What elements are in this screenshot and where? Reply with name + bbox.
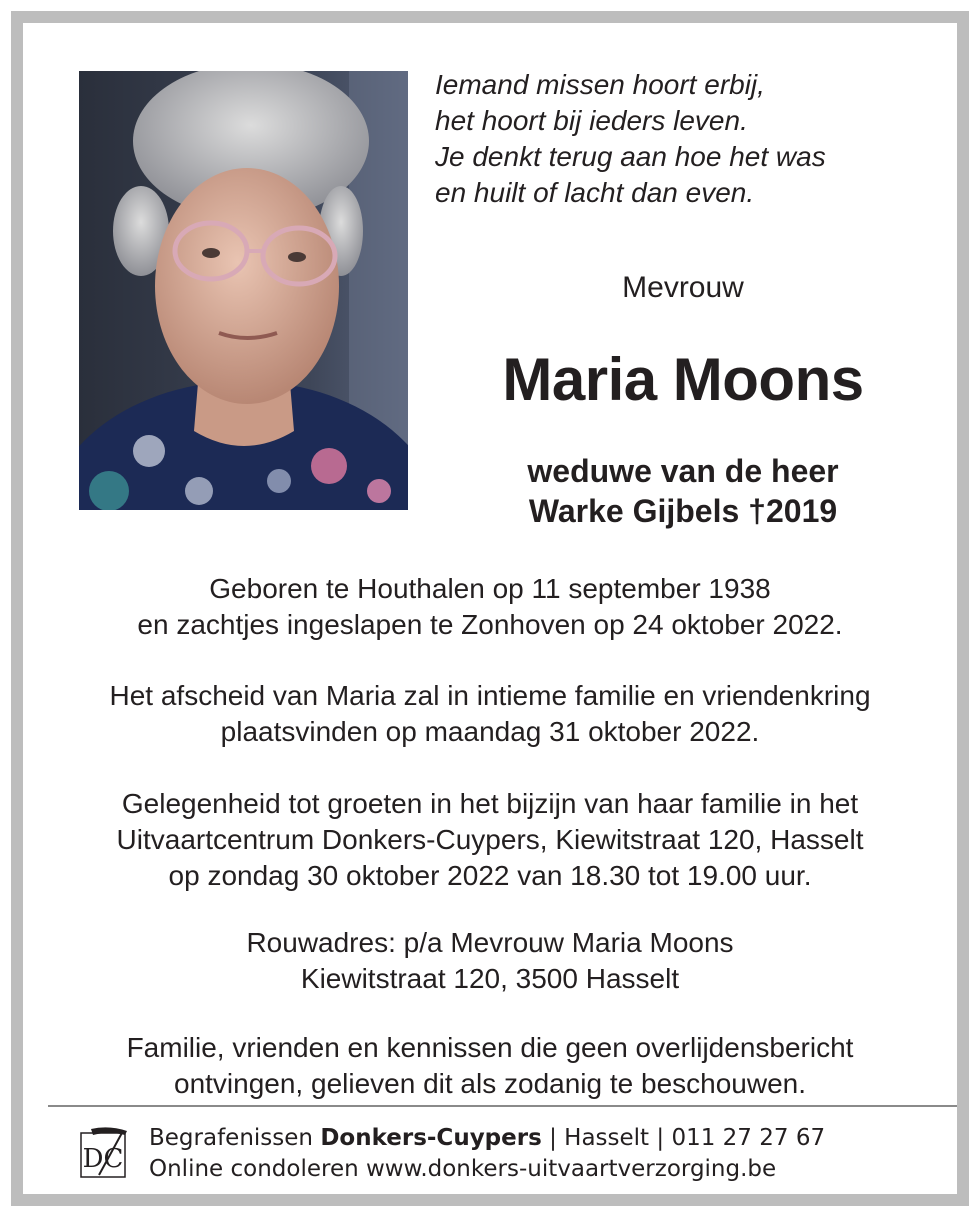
footer-prefix: Begrafenissen: [149, 1125, 321, 1151]
notice-text: [23, 1030, 957, 1102]
portrait-photo: [79, 71, 408, 510]
farewell-text: [23, 678, 957, 750]
text-line: Uitvaartcentrum Donkers-Cuypers, Kiewitstraat 120, Hasselt: [116, 824, 864, 855]
spouse-line: weduwe van de heer: [527, 453, 839, 489]
deceased-name: Maria Moons: [502, 346, 864, 413]
footer-line-company: [149, 1123, 825, 1154]
company-name: Donkers-Cuypers: [320, 1125, 542, 1151]
salutation: Mevrouw: [622, 271, 744, 304]
text-line: Kiewitstraat 120, 3500 Hasselt: [300, 963, 680, 994]
footer-condolence-line: Online condoleren www.donkers-uitvaartverzorging.be: [149, 1156, 777, 1182]
footer-city: Hasselt: [564, 1125, 650, 1151]
text-line: plaatsvinden op maandag 31 oktober 2022.: [220, 716, 760, 747]
footer-phone: 011 27 27 67: [671, 1125, 826, 1151]
poem-line: en huilt of lacht dan even.: [435, 177, 755, 208]
text-line: Familie, vrienden en kennissen die geen overlijdensbericht: [126, 1032, 854, 1063]
mourning-address: [23, 925, 957, 997]
poem: [435, 67, 826, 211]
text-line: op zondag 30 oktober 2022 van 18.30 tot 19.00 uur.: [168, 860, 812, 891]
poem-line: het hoort bij ieders leven.: [435, 105, 748, 136]
text-line: Geboren te Houthalen op 11 september 1938: [209, 573, 771, 604]
footer-separator: |: [649, 1125, 672, 1151]
funeral-home-logo: [79, 1125, 131, 1181]
text-line: ontvingen, gelieven dit als zodanig te beschouwen.: [174, 1068, 806, 1099]
visitation-text: [23, 786, 957, 894]
text-line: Gelegenheid tot groeten in het bijzijn van haar familie in het: [121, 788, 859, 819]
spouse-info: [403, 451, 963, 531]
text-line: en zachtjes ingeslapen te Zonhoven op 24 oktober 2022.: [137, 609, 843, 640]
spouse-line: Warke Gijbels †2019: [528, 493, 838, 529]
footer-info: [149, 1123, 825, 1185]
birth-death-text: [23, 571, 957, 643]
footer-separator: |: [541, 1125, 565, 1151]
poem-line: Iemand missen hoort erbij,: [435, 69, 765, 100]
footer-divider: [48, 1105, 957, 1107]
logo-monogram: DC: [82, 1144, 124, 1174]
text-line: Rouwadres: p/a Mevrouw Maria Moons: [246, 927, 734, 958]
poem-line: Je denkt terug aan hoe het was: [435, 141, 826, 172]
obituary-card: [11, 11, 969, 1206]
text-line: Het afscheid van Maria zal in intieme familie en vriendenkring: [109, 680, 871, 711]
